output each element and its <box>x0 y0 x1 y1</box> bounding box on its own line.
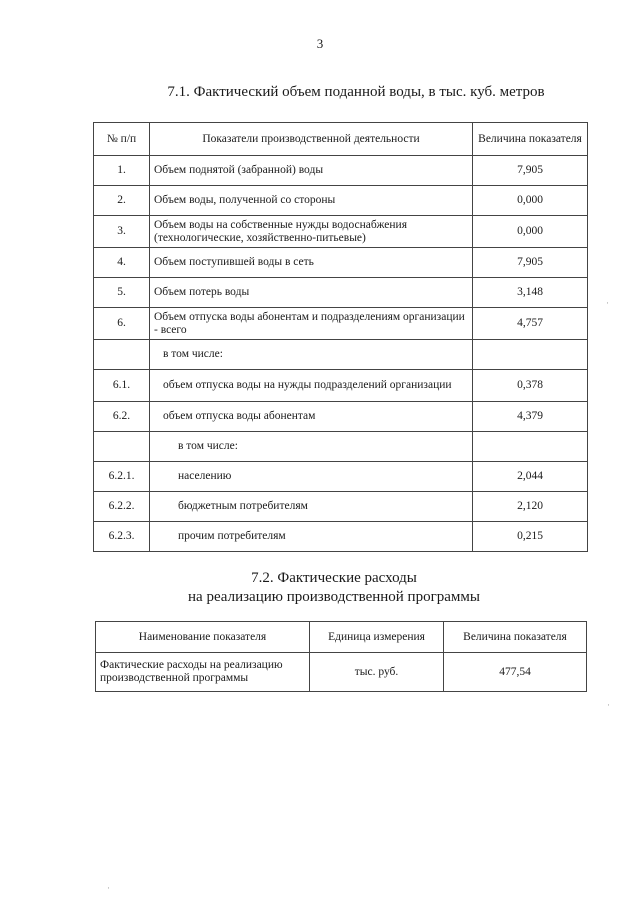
table-row <box>94 278 588 308</box>
row-name: объем отпуска воды абонентам <box>150 402 473 432</box>
row-name: Объем потерь воды <box>150 278 473 308</box>
row-number: 6. <box>94 308 150 340</box>
table-row <box>94 432 588 462</box>
row-number: 3. <box>94 216 150 248</box>
section-2-title-line-1: 7.2. Фактические расходы <box>251 570 417 586</box>
table-row <box>94 402 588 432</box>
row-number: 5. <box>94 278 150 308</box>
row-name: Объем поступившей воды в сеть <box>150 248 473 278</box>
row-name: населению <box>150 462 473 492</box>
row-name: Объем воды, полученной со стороны <box>150 186 473 216</box>
row-name: Объем поднятой (забранной) воды <box>150 156 473 186</box>
row-number: 4. <box>94 248 150 278</box>
row-name: бюджетным потребителям <box>150 492 473 522</box>
row-number <box>94 340 150 370</box>
expenses-table <box>95 621 587 692</box>
row-value: 7,905 <box>473 156 588 186</box>
column-header-value: Величина показателя <box>444 622 587 653</box>
table-row <box>94 340 588 370</box>
column-header-name: Наименование показателя <box>96 622 310 653</box>
column-header-indicator: Показатели производственной деятельности <box>150 123 473 156</box>
row-name: Объем отпуска воды абонентам и подразделениям организации - всего <box>150 308 473 340</box>
table-row <box>94 370 588 402</box>
row-value: 0,000 <box>473 186 588 216</box>
row-value: 2,044 <box>473 462 588 492</box>
row-value: 0,000 <box>473 216 588 248</box>
water-volume-table <box>93 122 588 552</box>
row-name: в том числе: <box>150 340 473 370</box>
table-header-row <box>96 622 587 653</box>
row-name: Фактические расходы на реализацию производственной программы <box>96 653 310 692</box>
row-name: прочим потребителям <box>150 522 473 552</box>
row-value <box>473 432 588 462</box>
row-value: 4,379 <box>473 402 588 432</box>
row-name: в том числе: <box>150 432 473 462</box>
section-2-title-line-2: на реализацию производственной программы <box>188 589 480 605</box>
column-header-number: № п/п <box>94 123 150 156</box>
table-row <box>94 462 588 492</box>
row-value: 7,905 <box>473 248 588 278</box>
scan-mark: · <box>606 298 609 308</box>
table-header-row <box>94 123 588 156</box>
row-unit: тыс. руб. <box>310 653 444 692</box>
row-value: 4,757 <box>473 308 588 340</box>
row-number <box>94 432 150 462</box>
page-number: 3 <box>316 36 324 51</box>
table-row <box>94 308 588 340</box>
row-name: объем отпуска воды на нужды подразделений организации <box>150 370 473 402</box>
table-row <box>94 522 588 552</box>
section-1-title: 7.1. Фактический объем поданной воды, в тыс. куб. метров <box>167 84 545 100</box>
table-row <box>94 492 588 522</box>
table-row <box>94 216 588 248</box>
row-name: Объем воды на собственные нужды водоснабжения (технологические, хозяйственно-питьевые) <box>150 216 473 248</box>
scan-mark: · <box>107 883 110 893</box>
row-number: 6.2.3. <box>94 522 150 552</box>
table-row <box>96 653 587 692</box>
column-header-unit: Единица измерения <box>310 622 444 653</box>
row-value: 0,215 <box>473 522 588 552</box>
row-number: 2. <box>94 186 150 216</box>
scan-mark: · <box>607 700 610 710</box>
row-value: 3,148 <box>473 278 588 308</box>
table-row <box>94 186 588 216</box>
row-number: 6.2.1. <box>94 462 150 492</box>
column-header-value: Величина показателя <box>473 123 588 156</box>
row-value <box>473 340 588 370</box>
row-value: 0,378 <box>473 370 588 402</box>
table-row <box>94 156 588 186</box>
section-2-title <box>0 569 640 607</box>
row-number: 1. <box>94 156 150 186</box>
row-number: 6.1. <box>94 370 150 402</box>
table-row <box>94 248 588 278</box>
row-value: 2,120 <box>473 492 588 522</box>
row-value: 477,54 <box>444 653 587 692</box>
row-number: 6.2.2. <box>94 492 150 522</box>
row-number: 6.2. <box>94 402 150 432</box>
